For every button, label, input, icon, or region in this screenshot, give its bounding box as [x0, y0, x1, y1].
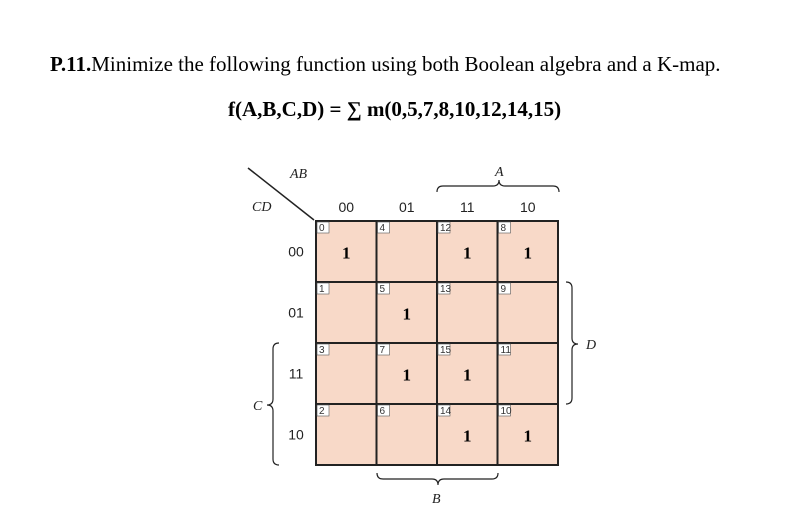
brace-label-d: D: [586, 338, 597, 353]
cell-index: 10: [500, 406, 512, 417]
cell-index: 3: [319, 345, 325, 356]
kmap-cell-9: [498, 282, 559, 343]
cell-index: 7: [379, 345, 386, 356]
brace-c: [267, 343, 279, 465]
cell-index: 8: [500, 223, 507, 234]
kmap-cell-5: [377, 282, 438, 343]
cell-value: 1: [463, 365, 472, 385]
cell-index: 6: [379, 406, 386, 417]
brace-b: [377, 473, 498, 485]
cell-index: 11: [500, 345, 511, 356]
kmap-cell-8: [498, 221, 559, 282]
brace-d: [566, 282, 578, 404]
kmap-cell-14: [437, 404, 498, 465]
brace-label-a: A: [495, 165, 504, 180]
kmap-cell-1: [316, 282, 377, 343]
row-header-11: 11: [288, 365, 304, 382]
cell-value: 1: [523, 426, 532, 446]
brace-label-b: B: [432, 492, 441, 507]
col-header-11: 11: [459, 199, 475, 215]
kmap-cell-3: [316, 343, 377, 404]
cell-value: 1: [402, 365, 411, 385]
row-headers: [288, 244, 304, 443]
cell-index: 5: [379, 284, 386, 295]
cell-index: 13: [440, 284, 452, 295]
col-header-01: 01: [398, 199, 415, 215]
row-header-01: 01: [288, 304, 304, 321]
brace-a: [437, 180, 559, 192]
problem-number: P.11.: [50, 52, 92, 76]
cell-value: 1: [342, 243, 351, 263]
cell-index: 0: [319, 223, 325, 234]
cell-index: 14: [440, 406, 452, 417]
cell-index: 15: [440, 345, 452, 356]
row-header-00: 00: [288, 243, 304, 260]
cell-index: 12: [440, 223, 452, 234]
row-header-10: 10: [288, 426, 304, 443]
cell-index: 9: [500, 284, 507, 295]
kmap-cell-13: [437, 282, 498, 343]
cell-index: 1: [319, 284, 325, 295]
kmap-cell-0: [316, 221, 377, 282]
function-rhs: m(0,5,7,8,10,12,14,15): [361, 97, 562, 121]
function-lhs: f(A,B,C,D) =: [228, 97, 347, 121]
corner-col-var: CD: [252, 200, 272, 215]
cell-value: 1: [463, 426, 472, 446]
kmap-cell-4: [377, 221, 438, 282]
kmap-cell-15: [437, 343, 498, 404]
cell-value: 1: [402, 304, 411, 324]
corner-row-var: AB: [290, 167, 308, 182]
sigma-symbol: ∑: [346, 97, 362, 121]
kmap-cell-11: [498, 343, 559, 404]
kmap-cell-6: [377, 404, 438, 465]
kmap-cell-7: [377, 343, 438, 404]
cell-value: 1: [523, 243, 532, 263]
column-headers: [338, 199, 535, 215]
cell-index: 4: [379, 223, 386, 234]
cell-index: 2: [319, 406, 325, 417]
kmap-cell-12: [437, 221, 498, 282]
kmap-cells: [316, 221, 558, 465]
problem-text: Minimize the following function using both Boolean algebra and a K-map.: [91, 52, 721, 76]
col-header-10: 10: [519, 199, 536, 215]
col-header-00: 00: [338, 199, 355, 215]
cell-value: 1: [463, 243, 472, 263]
brace-label-c: C: [253, 399, 263, 414]
kmap-cell-10: [498, 404, 559, 465]
kmap-cell-2: [316, 404, 377, 465]
